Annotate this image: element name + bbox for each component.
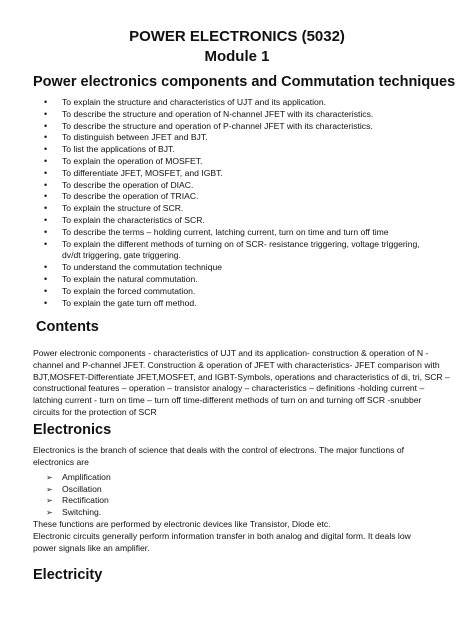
list-item: • To explain the different methods of turning on of SCR- resistance triggering, voltage triggering, bbox=[44, 239, 420, 251]
section-heading-contents: Contents bbox=[36, 319, 99, 335]
list-item: • To explain the gate turn off method. bbox=[44, 298, 420, 310]
text-line: electronics are bbox=[33, 456, 89, 467]
electronics-intro bbox=[33, 445, 445, 469]
text-line: Electronics is the branch of science that deals with the control of electrons. The major functions of bbox=[33, 445, 404, 455]
list-item: • To describe the terms – holding current, latching current, turn on time and turn off time bbox=[44, 227, 420, 239]
document-title: POWER ELECTRONICS (5032) bbox=[129, 28, 345, 45]
list-item: • To describe the structure and operation of P-channel JFET with its characteristics. bbox=[44, 121, 420, 133]
list-item: ➢ Amplification bbox=[46, 472, 111, 484]
list-item: ➢ Switching. bbox=[46, 507, 111, 519]
list-item: • To list the applications of BJT. bbox=[44, 144, 420, 156]
text-line: These functions are performed by electronic devices like Transistor, Diode etc. bbox=[33, 519, 331, 529]
text-line: Power electronic components - characteristics of UJT and its application- construction & operation of N - bbox=[33, 348, 429, 358]
list-item: • To explain the structure of SCR. bbox=[44, 203, 420, 215]
list-item: • To explain the forced commutation. bbox=[44, 286, 420, 298]
section-heading-electricity: Electricity bbox=[33, 567, 103, 583]
text-line: channel and P-channel JFET. Construction & operation of JFET with characteristics- JFET comparison with bbox=[33, 359, 440, 370]
list-item: • To differentiate JFET, MOSFET, and IGBT. bbox=[44, 168, 420, 180]
list-item: • To explain the structure and characteristics of UJT and its application. bbox=[44, 97, 420, 109]
section-heading-electronics: Electronics bbox=[33, 422, 112, 438]
list-item: • To distinguish between JFET and BJT. bbox=[44, 132, 420, 144]
list-item-continuation: dv/dt triggering, gate triggering. bbox=[62, 250, 181, 261]
objectives-list bbox=[44, 97, 420, 309]
text-line: circuits for the protection of SCR bbox=[33, 406, 157, 417]
list-item: • To describe the structure and operation of N-channel JFET with its characteristics. bbox=[44, 109, 420, 121]
contents-paragraph bbox=[33, 348, 450, 419]
text-line: BJT,MOSFET-Differentiate JFET,MOSFET, and IGBT-Symbols, operations and characteristics of di, tri, SCR – bbox=[33, 371, 450, 382]
list-item: • To explain the operation of MOSFET. bbox=[44, 156, 420, 168]
module-title: Module 1 bbox=[204, 48, 270, 65]
text-line: Electronic circuits generally perform information transfer in both analog and digital form. It deals low bbox=[33, 530, 411, 541]
list-item: • To explain the characteristics of SCR. bbox=[44, 215, 420, 227]
list-item: • To understand the commutation technique bbox=[44, 262, 420, 274]
list-item: ➢ Rectification bbox=[46, 495, 111, 507]
text-line: latching current - turn on time – turn off time-different methods of turn on and turning off SCR -snubber bbox=[33, 395, 422, 406]
list-item: • To describe the operation of DIAC. bbox=[44, 180, 420, 192]
list-item: • To explain the natural commutation. bbox=[44, 274, 420, 286]
list-item: ➢ Oscillation bbox=[46, 484, 111, 496]
list-item: • To describe the operation of TRIAC. bbox=[44, 191, 420, 203]
text-line: power signals like an amplifier. bbox=[33, 542, 150, 553]
text-line: constructional features – operation – transistor analogy – characteristics – definitions -holding current – bbox=[33, 383, 425, 394]
electronics-closing bbox=[33, 519, 445, 554]
section-heading-components: Power electronics components and Commutation techniques bbox=[33, 74, 456, 90]
functions-list bbox=[46, 472, 111, 518]
